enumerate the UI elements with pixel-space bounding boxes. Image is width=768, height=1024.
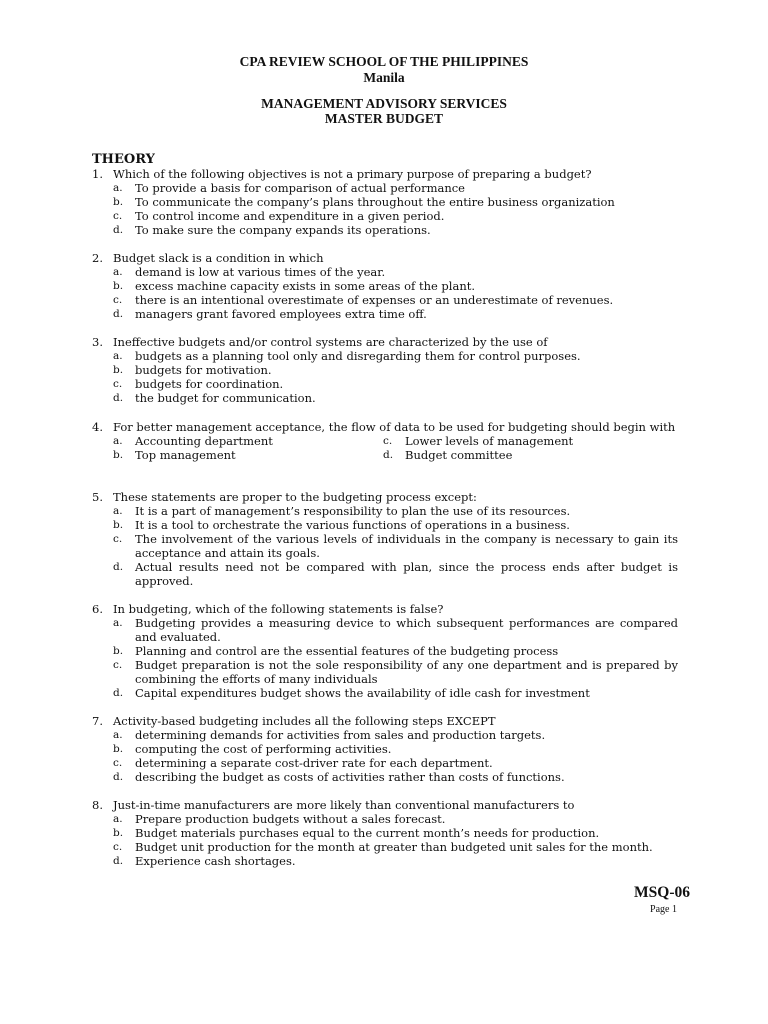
option-text: It is a tool to orchestrate the various functions of operations in a business.: [135, 518, 570, 532]
option-text: Budget materials purchases equal to the current month’s needs for production.: [135, 826, 600, 840]
option-text: The involvement of the various levels of individuals in the company is necessary to gain its acceptance and attain its goals.: [135, 532, 678, 560]
option-letter: a.: [113, 813, 123, 825]
option-letter: b.: [113, 449, 124, 461]
option: [113, 854, 678, 868]
option-letter: c.: [113, 294, 123, 306]
option: [113, 195, 678, 209]
option-letter: a.: [113, 266, 123, 278]
option: [113, 377, 678, 391]
option-text: Lower levels of management: [405, 434, 574, 448]
option: [113, 770, 678, 784]
option: [113, 728, 678, 742]
question-text: In budgeting, which of the following statements is false?: [113, 602, 444, 616]
option-text: Experience cash shortages.: [135, 854, 296, 868]
option: [113, 448, 236, 462]
option: [113, 209, 678, 223]
option: [113, 265, 678, 279]
option-text: computing the cost of performing activities.: [135, 742, 392, 756]
option-text: Top management: [135, 448, 236, 462]
option-text: there is an intentional overestimate of expenses or an underestimate of revenues.: [135, 293, 614, 307]
question-number: 4.: [92, 420, 103, 434]
option: [113, 279, 678, 293]
question-number: 5.: [92, 490, 103, 504]
question-text: Which of the following objectives is not a primary purpose of preparing a budget?: [113, 167, 592, 181]
option-letter: d.: [113, 771, 124, 783]
option-letter: b.: [113, 519, 124, 531]
option: [113, 391, 678, 405]
question-8: [92, 798, 678, 868]
option-text: managers grant favored employees extra time off.: [135, 307, 427, 321]
option-text: Budget preparation is not the sole responsibility of any one department and is prepared by combining the efforts of many individuals: [135, 658, 678, 686]
question-number: 7.: [92, 714, 103, 728]
option-letter: a.: [113, 505, 123, 517]
question-number: 6.: [92, 602, 103, 616]
option-letter: b.: [113, 743, 124, 755]
question-1: [92, 167, 678, 237]
option-letter: c.: [113, 210, 123, 222]
option-letter: d.: [113, 224, 124, 236]
option: [113, 434, 273, 448]
option-text: To provide a basis for comparison of actual performance: [135, 181, 465, 195]
option-letter: d.: [113, 561, 124, 573]
document-code: MSQ-06: [634, 884, 690, 901]
city: Manila: [363, 70, 405, 85]
option: [113, 349, 678, 363]
option: [113, 616, 678, 644]
option-text: Accounting department: [135, 434, 273, 448]
option: [113, 742, 678, 756]
option-letter: d.: [113, 308, 124, 320]
option-text: determining demands for activities from sales and production targets.: [135, 728, 546, 742]
subject-title: MANAGEMENT ADVISORY SERVICES: [261, 96, 507, 111]
option: [113, 658, 678, 686]
question-text: For better management acceptance, the flow of data to be used for budgeting should begin with: [113, 420, 676, 434]
option: [113, 181, 678, 195]
option-text: budgets as a planning tool only and disregarding them for control purposes.: [135, 349, 581, 363]
option-text: Budget unit production for the month at greater than budgeted unit sales for the month.: [135, 840, 653, 854]
option: [113, 560, 678, 588]
option: [113, 686, 678, 700]
question-text: Ineffective budgets and/or control systems are characterized by the use of: [113, 335, 548, 349]
option: [113, 826, 678, 840]
option: [113, 644, 678, 658]
option: [113, 504, 678, 518]
option: [383, 434, 573, 448]
option-text: To control income and expenditure in a given period.: [135, 209, 445, 223]
question-4: [92, 420, 678, 462]
question-7: [92, 714, 678, 784]
option-letter: b.: [113, 280, 124, 292]
option: [113, 223, 678, 237]
school-name: CPA REVIEW SCHOOL OF THE PHILIPPINES: [239, 54, 529, 69]
option: [113, 756, 678, 770]
question-text: Just-in-time manufacturers are more likely than conventional manufacturers to: [113, 798, 575, 812]
option-letter: d.: [113, 687, 124, 699]
question-5: [92, 490, 678, 588]
question-number: 3.: [92, 335, 103, 349]
option-letter: c.: [113, 841, 123, 853]
option-letter: d.: [383, 449, 394, 461]
option-letter: a.: [113, 617, 123, 629]
page-number: Page 1: [650, 904, 677, 915]
option-letter: a.: [113, 435, 123, 447]
option-row: [113, 434, 678, 448]
option-text: budgets for coordination.: [135, 377, 284, 391]
option-text: describing the budget as costs of activities rather than costs of functions.: [135, 770, 565, 784]
section-title: THEORY: [92, 152, 155, 167]
question-2: [92, 251, 678, 321]
option-letter: b.: [113, 364, 124, 376]
option: [113, 307, 678, 321]
option-letter: c.: [113, 659, 123, 671]
option-text: Prepare production budgets without a sales forecast.: [135, 812, 446, 826]
option-text: excess machine capacity exists in some areas of the plant.: [135, 279, 476, 293]
option-text: It is a part of management’s responsibility to plan the use of its resources.: [135, 504, 571, 518]
option-letter: c.: [113, 378, 123, 390]
option: [113, 532, 678, 560]
question-text: Budget slack is a condition in which: [113, 251, 324, 265]
option-text: Budget committee: [405, 448, 513, 462]
question-6: [92, 602, 678, 700]
question-text: These statements are proper to the budgeting process except:: [113, 490, 477, 504]
question-number: 1.: [92, 167, 103, 181]
option-letter: a.: [113, 182, 123, 194]
option-letter: d.: [113, 855, 124, 867]
option-letter: b.: [113, 196, 124, 208]
option-text: Actual results need not be compared with plan, since the process ends after budget is approved.: [135, 560, 678, 588]
option-letter: c.: [113, 533, 123, 545]
option-text: Planning and control are the essential features of the budgeting process: [135, 644, 559, 658]
question-number: 2.: [92, 251, 103, 265]
question-text: Activity-based budgeting includes all the following steps EXCEPT: [113, 714, 496, 728]
option-letter: c.: [113, 757, 123, 769]
option: [383, 448, 512, 462]
option-letter: d.: [113, 392, 124, 404]
topic-title: MASTER BUDGET: [324, 111, 444, 126]
option-row: [113, 448, 678, 462]
option-letter: a.: [113, 350, 123, 362]
option-text: demand is low at various times of the year.: [135, 265, 386, 279]
option: [113, 518, 678, 532]
option-text: the budget for communication.: [135, 391, 316, 405]
option-letter: b.: [113, 645, 124, 657]
option: [113, 840, 678, 854]
option-text: To make sure the company expands its operations.: [135, 223, 431, 237]
option-text: budgets for motivation.: [135, 363, 272, 377]
option: [113, 812, 678, 826]
option-letter: a.: [113, 729, 123, 741]
option-text: determining a separate cost-driver rate for each department.: [135, 756, 493, 770]
option-text: Budgeting provides a measuring device to which subsequent performances are compared and evaluated.: [135, 616, 678, 644]
option: [113, 363, 678, 377]
option-text: Capital expenditures budget shows the availability of idle cash for investment: [135, 686, 590, 700]
option-letter: c.: [383, 435, 393, 447]
option-letter: b.: [113, 827, 124, 839]
question-number: 8.: [92, 798, 103, 812]
question-3: [92, 335, 678, 405]
option-text: To communicate the company’s plans throughout the entire business organization: [135, 195, 615, 209]
option: [113, 293, 678, 307]
